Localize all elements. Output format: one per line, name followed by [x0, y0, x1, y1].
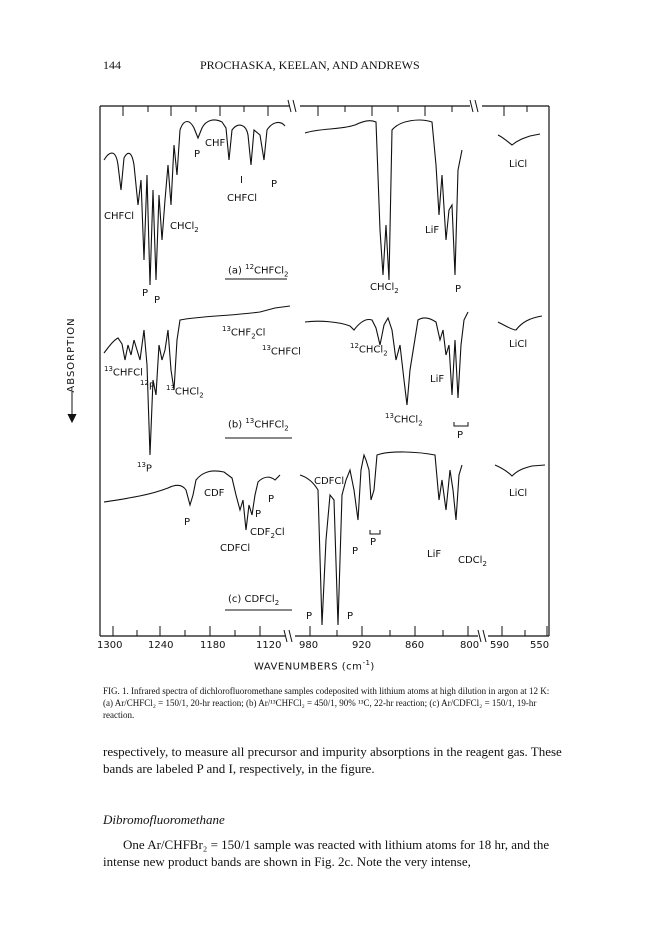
label-b-12chcl2: $^{12}$CHCl$_2$ — [350, 342, 388, 358]
label-c-p5: P — [370, 537, 377, 548]
x-tick: 860 — [405, 640, 425, 651]
trace-a — [104, 120, 540, 285]
label-a-p1: P — [142, 288, 149, 299]
panel-b-title: (b) $^{13}$CHFCl$_2$ — [228, 417, 289, 433]
label-c-cdfcl-top: CDFCl — [314, 476, 345, 487]
label-b-licl: LiCl — [509, 339, 528, 350]
label-c-p3: P — [255, 509, 262, 520]
label-a-p-right: P — [271, 179, 278, 190]
bracket-marks — [370, 422, 468, 534]
trace-b — [104, 306, 542, 455]
label-c-p4: P — [352, 546, 359, 557]
label-b-13chfcl-mid: $^{13}$CHFCl — [262, 344, 301, 358]
label-a-chcl2-right: CHCl$_2$ — [370, 282, 399, 295]
x-tick: 1180 — [200, 640, 226, 651]
label-c-cdcl2: CDCl$_2$ — [458, 555, 487, 568]
bottom-ticks — [113, 626, 547, 636]
label-b-12p: $^{12}$P — [140, 379, 155, 393]
label-b-lif: LiF — [430, 374, 445, 385]
figure-caption: FIG. 1. Infrared spectra of dichlorofluoromethane samples codeposited with lithium atoms at high dilution in argon at 12 K: (a) Ar/CHFCl₂ = 150/1, 20-hr reaction; (b) Ar/¹³CHFCl₂ = 450/1, 90% ¹³C, 22-hr reaction; (c) Ar/CDFCl₂ = 150/1, 19-hr reaction. — [103, 686, 550, 720]
label-a-chfcl-left: CHFCl — [104, 211, 135, 222]
y-axis-label: ABSORPTION — [66, 317, 77, 393]
label-c-licl: LiCl — [509, 488, 528, 499]
label-b-13p: $^{13}$P — [137, 461, 152, 475]
panel-c-title: (c) CDFCl$_2$ — [228, 594, 280, 607]
label-b-13chf2cl: $^{13}CHF_2Cl$ — [222, 325, 266, 341]
label-a-chf: CHF — [205, 138, 226, 149]
label-a-chfcl-mid: CHFCl — [227, 193, 258, 204]
x-tick: 1120 — [256, 640, 282, 651]
page-number: 144 — [103, 58, 121, 72]
top-ticks — [123, 106, 527, 116]
running-title: PROCHASKA, KEELAN, AND ANDREWS — [200, 58, 420, 72]
label-c-p2: P — [268, 494, 275, 505]
section-heading: Dibromofluoromethane — [103, 812, 225, 827]
label-c-p1: P — [184, 517, 191, 528]
label-a-chcl2: CHCl$_2$ — [170, 221, 199, 234]
label-b-13chcl2-right: $^{13}$CHCl$_2$ — [385, 412, 423, 428]
label-a-p-top: P — [194, 149, 201, 160]
x-tick: 1240 — [148, 640, 174, 651]
label-a-i: I — [240, 175, 243, 186]
body-paragraph: respectively, to measure all precursor and impurity absorptions in the reagent gas. These bands are labeled P and I, respectively, in the figure. — [103, 744, 562, 776]
axis-break-marks — [284, 100, 486, 642]
x-tick: 550 — [530, 640, 550, 651]
panel-a-title: (a) $^{12}$CHFCl$_2$ — [228, 263, 289, 279]
body-paragraph: One Ar/CHFBr₂ = 150/1 sample was reacted with lithium atoms for 18 hr, and the intense new product bands are shown in Fig. 2c. Note the very intense, — [103, 837, 550, 869]
label-a-p3: P — [455, 284, 462, 295]
x-tick: 920 — [352, 640, 372, 651]
label-c-cdf: CDF — [204, 488, 225, 499]
label-b-13chcl2: $^{13}$CHCl$_2$ — [166, 384, 204, 400]
label-a-p2: P — [154, 295, 161, 306]
label-a-lif: LiF — [425, 225, 440, 236]
label-c-cdf2cl: $CDF_2Cl$ — [250, 527, 285, 540]
x-tick: 590 — [490, 640, 510, 651]
x-tick: 800 — [460, 640, 480, 651]
label-b-13chfcl-left: $^{13}$CHFCl — [104, 365, 143, 379]
label-a-licl: LiCl — [509, 159, 528, 170]
label-c-p6: P — [306, 611, 313, 622]
x-axis-label: WAVENUMBERS $(cm^{-1})$ — [254, 659, 375, 673]
x-tick: 980 — [299, 640, 319, 651]
x-tick: 1300 — [97, 640, 123, 651]
label-c-lif: LiF — [427, 549, 442, 560]
label-c-cdfcl-left: CDFCl — [220, 543, 251, 554]
label-b-p: P — [457, 430, 464, 441]
label-c-p7: P — [347, 611, 354, 622]
